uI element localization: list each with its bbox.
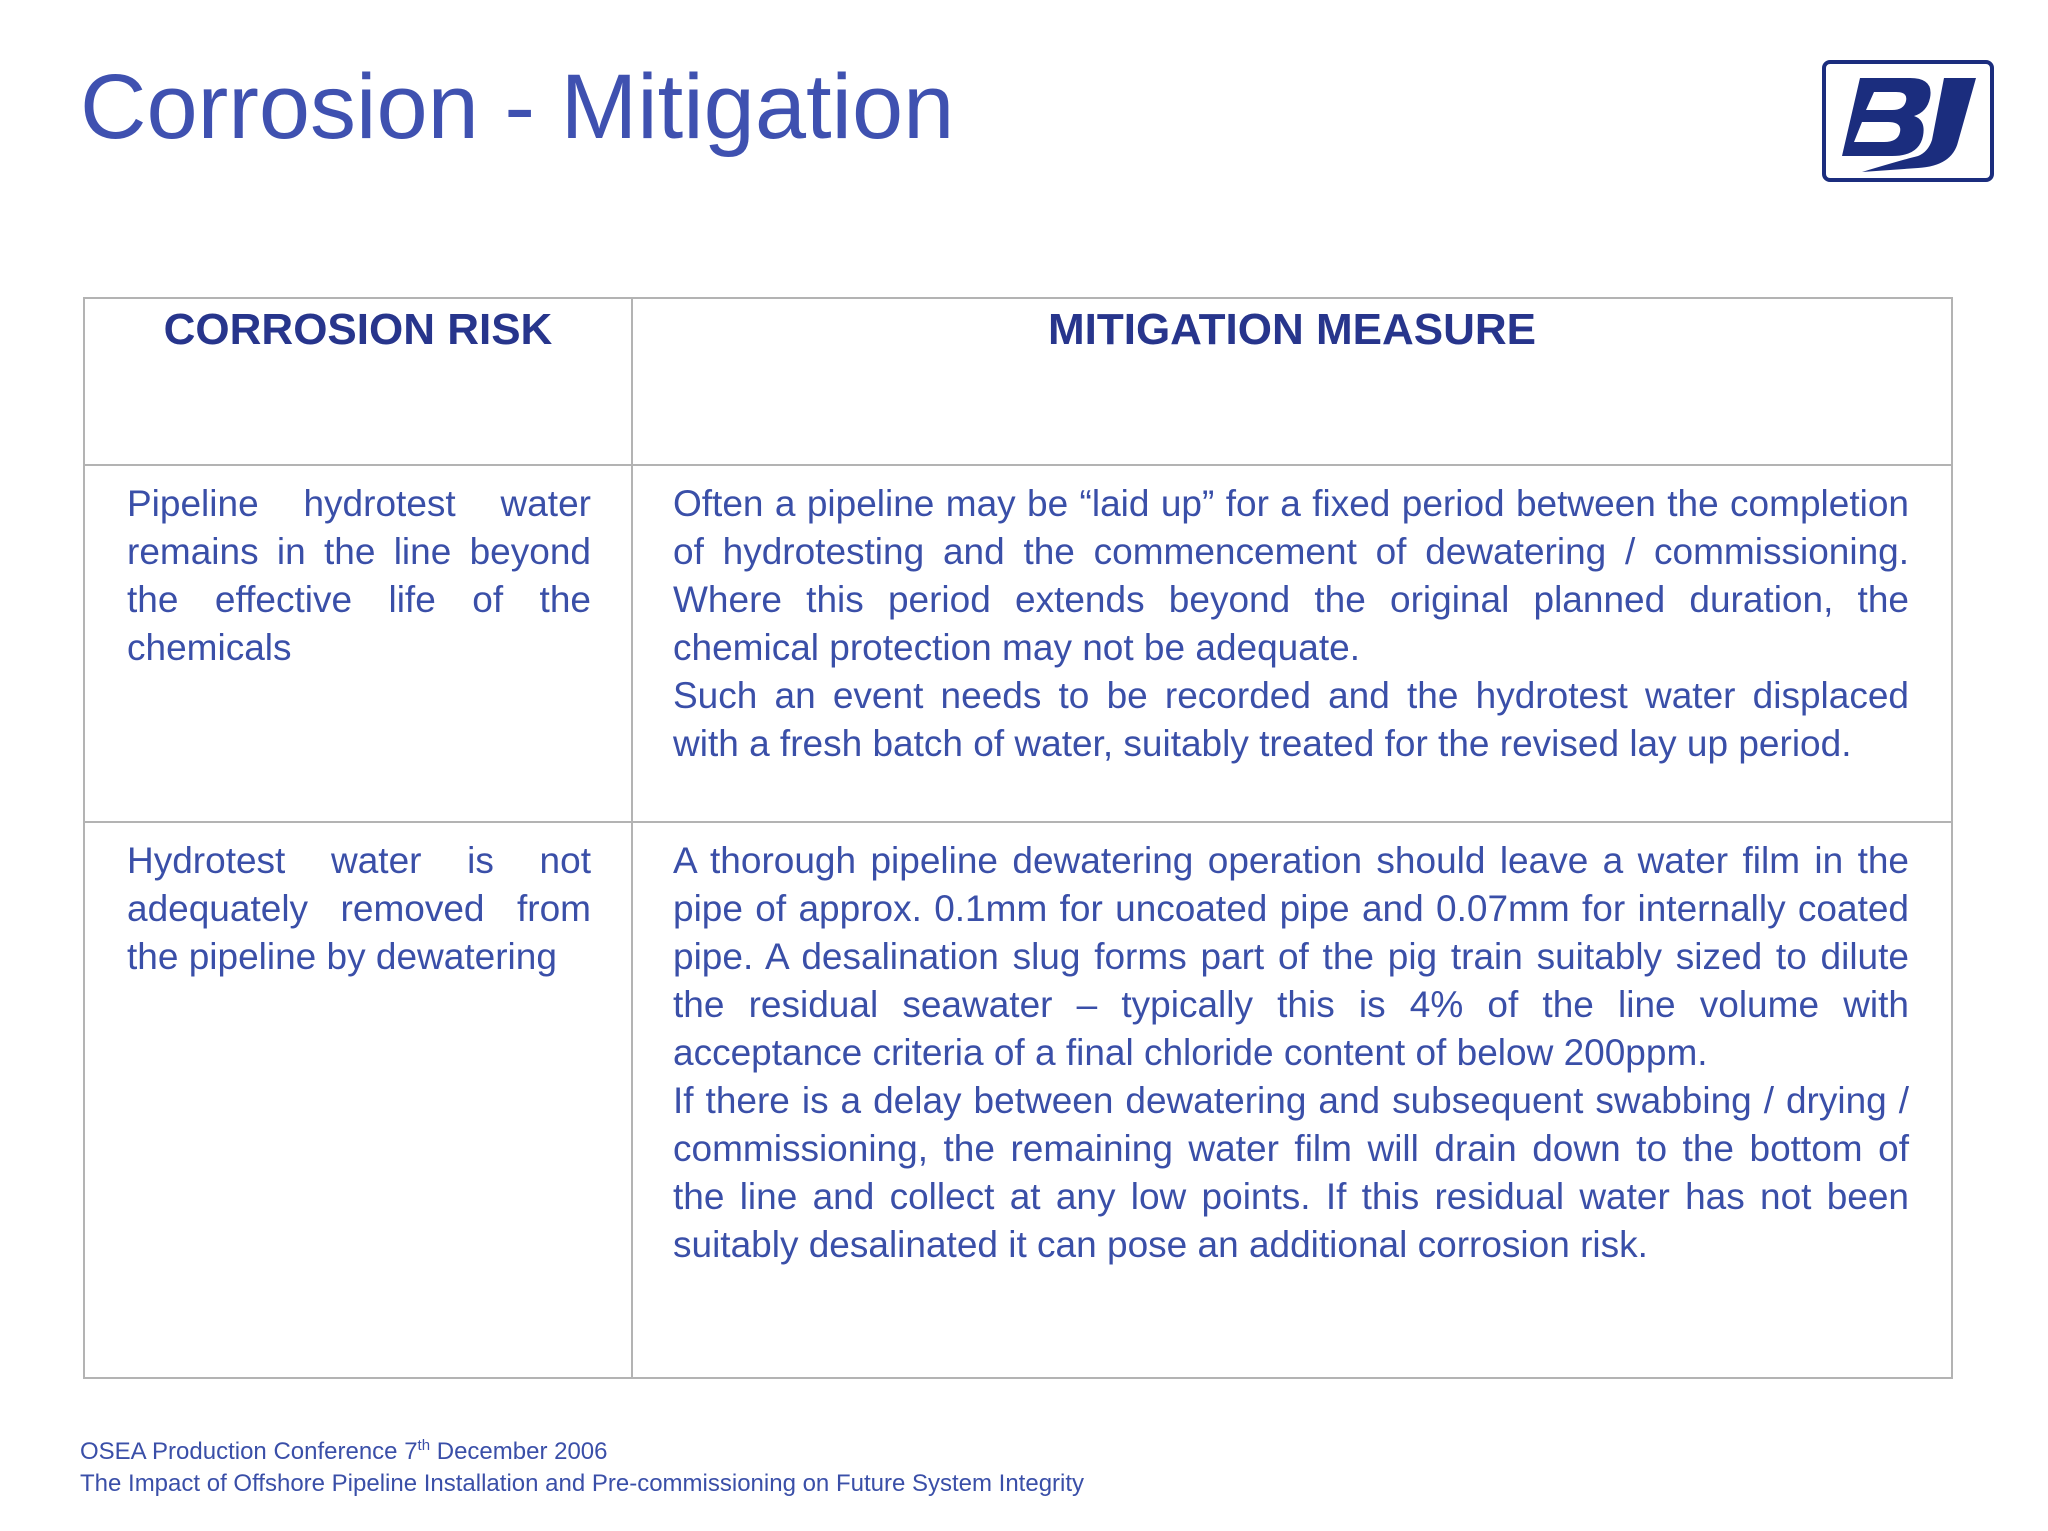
table-row — [84, 465, 1952, 822]
measure-cell — [632, 822, 1952, 1378]
measure-paragraph: A thorough pipeline dewatering operation should leave a water film in the pipe of approx. 0.1mm for uncoated pipe and 0.07mm for internally coated pipe. A desalination slug forms part of the pig train suitably sized to dilute the residual seawater – typically this is 4% of the line volume with acceptance criteria of a final chloride content of below 200ppm. — [673, 840, 1909, 1073]
footer — [80, 1436, 1084, 1500]
footer-date-text: December 2006 — [430, 1438, 608, 1465]
page-title: Corrosion - Mitigation — [80, 56, 955, 158]
measure-cell — [632, 465, 1952, 822]
risk-mitigation-table — [83, 297, 1953, 1379]
footer-ordinal-suffix: th — [417, 1437, 431, 1454]
bj-logo-icon — [1822, 60, 1994, 182]
header-mitigation-measure: MITIGATION MEASURE — [632, 298, 1952, 465]
measure-paragraph: Such an event needs to be recorded and the hydrotest water displaced with a fresh batch of water, suitably treated for the revised lay up period. — [673, 675, 1909, 764]
risk-cell: Hydrotest water is not adequately removed from the pipeline by dewatering — [84, 822, 632, 1378]
table-row — [84, 822, 1952, 1378]
risk-cell: Pipeline hydrotest water remains in the line beyond the effective life of the chemicals — [84, 465, 632, 822]
footer-subtitle-line: The Impact of Offshore Pipeline Installation and Pre-commissioning on Future System Integrity — [80, 1470, 1085, 1497]
footer-conference-text: OSEA Production Conference 7 — [80, 1438, 418, 1465]
measure-paragraph: Often a pipeline may be “laid up” for a fixed period between the completion of hydrotesting and the commencement of dewatering / commissioning. Where this period extends beyond the original planned duration, the chemical protection may not be adequate. — [673, 483, 1909, 668]
measure-paragraph: If there is a delay between dewatering and subsequent swabbing / drying / commissioning, the remaining water film will drain down to the bottom of the line and collect at any low points. If this residual water has not been suitably desalinated it can pose an additional corrosion risk. — [673, 1080, 1909, 1265]
header-corrosion-risk: CORROSION RISK — [84, 298, 632, 465]
company-logo — [1822, 60, 1994, 182]
footer-conference-line — [80, 1436, 1084, 1468]
table-header-row — [84, 298, 1952, 465]
